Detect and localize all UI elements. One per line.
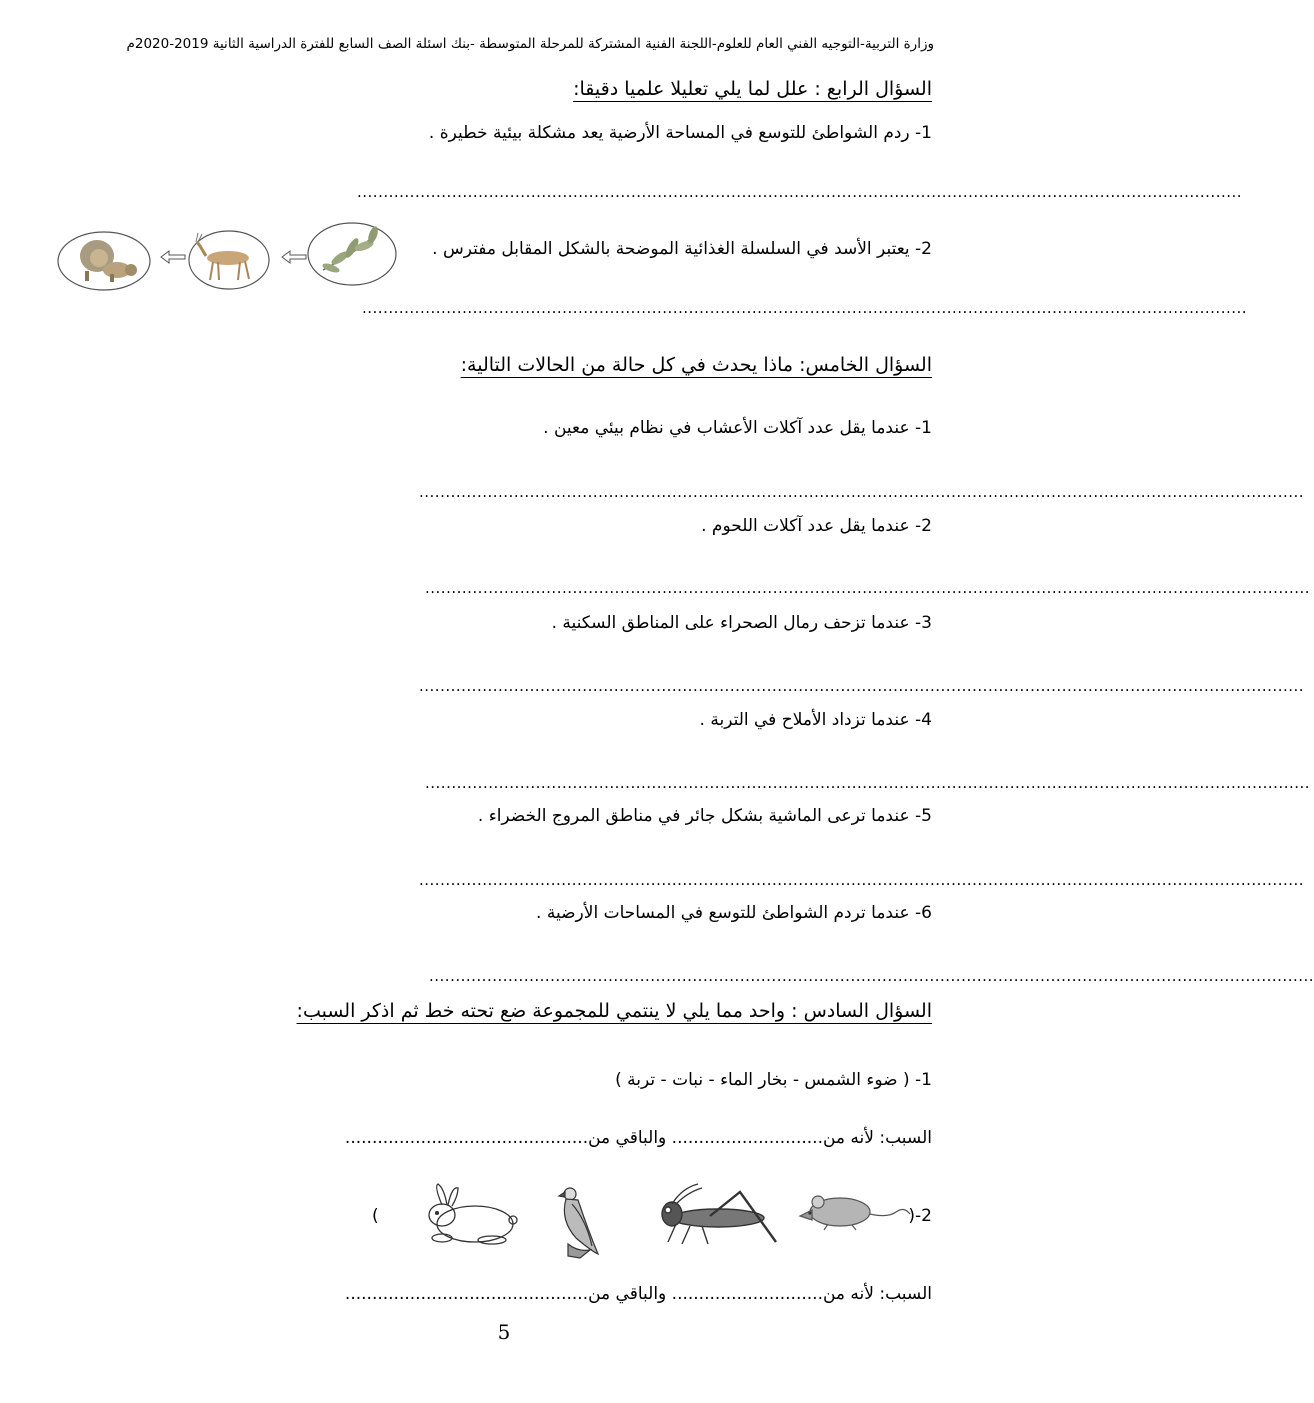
answer-line: ........................................................................................................................................................................ xyxy=(357,183,1243,201)
question-5-item-3: 3- عندما تزحف رمال الصحراء على المناطق السكنية . xyxy=(551,613,932,633)
question-6-reason-2: السبب: لأنه من............................ والباقي من............................................. xyxy=(344,1284,932,1304)
arrow-left-icon xyxy=(282,251,306,263)
question-5-item-5: 5- عندما ترعى الماشية بشكل جائر في مناطق المروج الخضراء . xyxy=(477,806,932,826)
plant-branch-icon xyxy=(308,223,396,285)
question-4-title: السؤال الرابع : علل لما يلي تعليلا علميا دقيقا: xyxy=(573,78,932,100)
question-4-item-2: 2- يعتبر الأسد في السلسلة الغذائية الموضحة بالشكل المقابل مفترس . xyxy=(432,239,932,259)
question-6-item-1: 1- ( ضوء الشمس - بخار الماء - نبات - تربة ) xyxy=(615,1070,932,1090)
answer-line: ........................................................................................................................................................................ xyxy=(429,967,1314,985)
grasshopper-icon xyxy=(662,1184,776,1244)
answer-line: ........................................................................................................................................................................ xyxy=(362,299,1248,317)
gazelle-icon xyxy=(189,231,269,289)
falcon-icon xyxy=(559,1188,598,1258)
question-5-item-2: 2- عندما يقل عدد آكلات اللحوم . xyxy=(701,516,932,536)
answer-line: ........................................................................................................................................................................ xyxy=(419,677,1305,695)
arrow-left-icon xyxy=(161,251,185,263)
question-5-item-6: 6- عندما تردم الشواطئ للتوسع في المساحات الأرضية . xyxy=(536,903,932,923)
question-4-item-1: 1- ردم الشواطئ للتوسع في المساحة الأرضية يعد مشكلة بيئية خطيرة . xyxy=(428,123,932,143)
question-5-item-4: 4- عندما تزداد الأملاح في التربة . xyxy=(699,710,932,730)
page-number: 5 xyxy=(497,1320,511,1344)
question-6-item-2-open: 2-( xyxy=(908,1206,932,1226)
question-5-title: السؤال الخامس: ماذا يحدث في كل حالة من الحالات التالية: xyxy=(460,354,932,376)
question-5-item-1: 1- عندما يقل عدد آكلات الأعشاب في نظام بيئي معين . xyxy=(543,418,932,438)
rabbit-icon xyxy=(429,1184,517,1244)
question-6-reason-1: السبب: لأنه من............................ والباقي من............................................. xyxy=(344,1128,932,1148)
answer-line: ........................................................................................................................................................................ xyxy=(419,871,1305,889)
food-chain-figure xyxy=(55,218,400,293)
odd-one-out-figure xyxy=(420,1180,930,1260)
answer-line: ........................................................................................................................................................................ xyxy=(425,579,1311,597)
answer-line: ........................................................................................................................................................................ xyxy=(419,483,1305,501)
question-6-title: السؤال السادس : واحد مما يلي لا ينتمي للمجموعة ضع تحته خط ثم اذكر السبب: xyxy=(296,1000,932,1022)
page-header: وزارة التربية-التوجيه الفني العام للعلوم-اللجنة الفنية المشتركة للمرحلة المتوسطة -بنك اسئلة الصف السابع للفترة الدراسية الثانية 2019-2020م xyxy=(126,36,934,52)
answer-line: ........................................................................................................................................................................ xyxy=(425,774,1311,792)
lion-icon xyxy=(58,232,150,290)
mouse-icon xyxy=(800,1196,910,1230)
question-6-item-2-close: ) xyxy=(372,1206,379,1226)
